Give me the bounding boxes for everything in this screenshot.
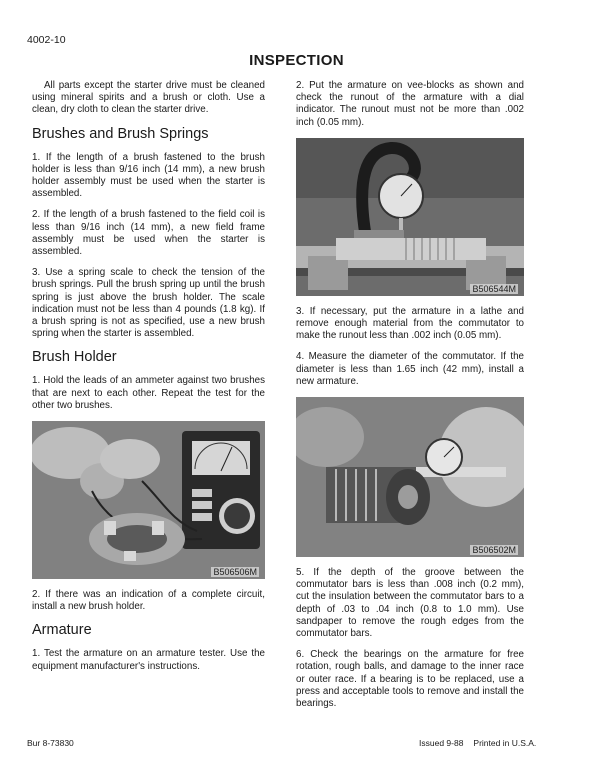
armature-step-1: 1. Test the armature on an armature tester. Use the equipment manufacturer's instructions. xyxy=(32,648,265,672)
footer-issued: Issued 9-88 xyxy=(419,738,464,748)
brush-holder-step-2: 2. If there was an indication of a complete circuit, install a new brush holder. xyxy=(32,589,265,613)
footer-doc-number: Bur 8-73830 xyxy=(27,738,74,748)
brushes-step-2: 2. If the length of a brush fastened to the field coil is less than 9/16 inch (14 mm), a new field frame assembly must be used when the starter is assembled. xyxy=(32,209,265,258)
photo-code-commutator: B506502M xyxy=(472,545,516,556)
footer-printed: Printed in U.S.A. xyxy=(473,738,537,748)
runout-check-photo xyxy=(296,138,524,296)
page-title: INSPECTION xyxy=(249,52,344,69)
section-heading-brushes: Brushes and Brush Springs xyxy=(32,125,209,142)
footer-issue-info xyxy=(419,738,536,748)
photo-code-ammeter: B506506M xyxy=(213,567,257,578)
photo-code-runout: B506544M xyxy=(472,283,516,294)
armature-step-5: 5. If the depth of the groove between the commutator bars is less than .008 inch (0.2 mm), cut the insulation between the commutator bars to a depth of .03 to .04 inch (0.8 to 1.0 mm). Use sandpaper to remove the rough edges from the commutator bars. xyxy=(296,567,524,640)
armature-step-6: 6. Check the bearings on the armature for free rotation, rough balls, and damage to the inner race or outer race. If a bearing is to be replaced, use a press and acceptable tools to remove and install the bearings. xyxy=(296,649,524,710)
intro-paragraph: All parts except the starter drive must be cleaned using mineral spirits and a brush or cloth. Use a clean, dry cloth to clean the starter drive. xyxy=(32,80,265,116)
commutator-measure-photo xyxy=(296,397,524,557)
brush-holder-step-1: 1. Hold the leads of an ammeter against two brushes that are next to each other. Repeat the test for the other two brushes. xyxy=(32,375,265,411)
section-heading-brush-holder: Brush Holder xyxy=(32,349,117,366)
brushes-step-1: 1. If the length of a brush fastened to the brush holder is less than 9/16 inch (14 mm), a new brush holder assembly must be used when the starter is assembled. xyxy=(32,151,265,200)
armature-step-2: 2. Put the armature on vee-blocks as shown and check the runout of the armature with a dial indicator. The runout must not be more than .002 inch (0.05 mm). xyxy=(296,80,524,128)
left-column xyxy=(32,80,265,682)
ammeter-test-photo xyxy=(32,421,265,579)
armature-step-3: 3. If necessary, put the armature in a lathe and remove enough material from the commutator to make the runout less than .002 inch (0.05 mm). xyxy=(296,305,524,342)
page-number: 4002-10 xyxy=(27,34,66,46)
section-heading-armature: Armature xyxy=(32,622,92,639)
brushes-step-3: 3. Use a spring scale to check the tension of the brush springs. Pull the brush spring up until the brush spring is just above the brush holder. The scale indication must not be less than 4 pounds (1.8 kg). If a brush spring is not as specified, use a new brush spring when the starter is assembled. xyxy=(32,267,265,340)
armature-step-4: 4. Measure the diameter of the commutator. If the diameter is less than 1.65 inch (42 mm), install a new armature. xyxy=(296,351,524,387)
right-column xyxy=(296,80,524,719)
